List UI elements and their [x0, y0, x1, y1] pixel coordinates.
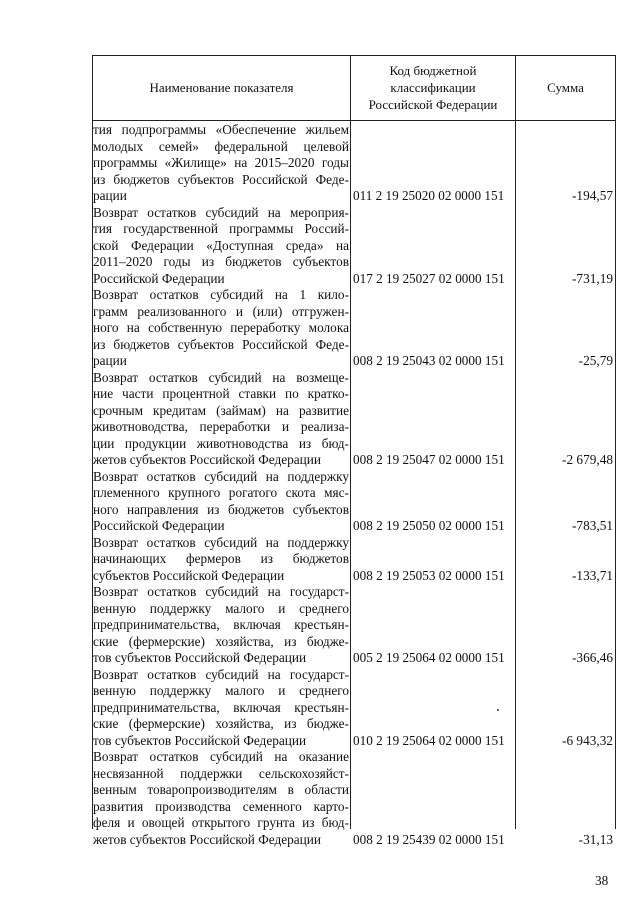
row-name-line: феля и овощей открытого грунта из бюд- — [93, 815, 349, 830]
row-name-line: из бюджетов субъектов Российской Феде- — [93, 171, 349, 187]
row-code: 008 2 19 25439 02 0000 151 — [353, 831, 505, 847]
row-name-line: Российской Федерации — [93, 270, 225, 286]
row-sum: -25,79 — [578, 353, 613, 368]
column-divider-code — [350, 55, 351, 829]
header-code-line: Код бюджетной — [389, 63, 477, 78]
row-sum: -6 943,32 — [562, 732, 613, 748]
row-name-line: ской Федерации «Доступная среда» на — [93, 237, 349, 253]
header-code — [351, 55, 515, 120]
row-name-line: Возврат остатков субсидий на оказание — [93, 749, 349, 764]
row-name-line: венную поддержку малого и среднего — [93, 683, 349, 698]
row-name-line: ские (фермерские) хозяйства, из бюдже- — [93, 716, 349, 731]
header-code-line: классификации — [390, 80, 476, 95]
row-name-line: племенного крупного рогатого скота мяс- — [93, 485, 349, 500]
table-border-right — [615, 55, 616, 829]
row-code: 005 2 19 25064 02 0000 151 — [353, 650, 505, 665]
row-name-line: Возврат остатков субсидий на государст- — [93, 584, 349, 599]
row-name-line: тов субъектов Российской Федерации — [93, 650, 307, 665]
row-code: 008 2 19 25053 02 0000 151 — [353, 567, 505, 583]
row-name-line: предпринимательства, включая крестьян- — [93, 617, 349, 632]
row-name-line: молодых семей» федеральной целевой — [93, 138, 349, 154]
row-name-line: начинающих фермеров из бюджетов — [93, 551, 349, 566]
row-name-line: срочным кредитам (займам) на развитие — [93, 402, 349, 418]
row-name-line: предпринимательства, включая крестьян- — [93, 699, 349, 715]
row-name-line: жетов субъектов Российской Федерации — [93, 452, 322, 467]
header-divider — [92, 120, 616, 121]
row-name-line: развития производства семенного карто- — [93, 798, 349, 814]
row-name-line: венную поддержку малого и среднего — [93, 600, 349, 616]
row-name-line: тов субъектов Российской Федерации — [93, 732, 307, 748]
row-name-line: тия государственной программы Россий- — [93, 221, 349, 236]
row-name-line: венным товаропроизводителям в области — [93, 782, 349, 797]
row-name-line: Возврат остатков субсидий на поддержку — [93, 534, 349, 550]
row-name-line: из бюджетов субъектов Российской Феде- — [93, 336, 349, 352]
row-name-line: Возврат остатков субсидий на возмеще- — [93, 369, 349, 385]
row-name-line: 2011–2020 годы из бюджетов субъектов — [93, 254, 349, 269]
row-name-line: ного на собственную переработку молока — [93, 320, 349, 335]
row-name-line: рации — [93, 353, 127, 368]
row-name-line: грамм реализованного и (или) отгружен- — [93, 303, 349, 319]
row-name-line: тия подпрограммы «Обеспечение жильем — [93, 122, 349, 137]
row-sum: -366,46 — [572, 650, 613, 665]
header-name: Наименование показателя — [149, 80, 294, 95]
row-sum: -31,13 — [578, 831, 613, 847]
budget-table — [92, 55, 616, 847]
row-name-line: жетов субъектов Российской Федерации — [93, 831, 322, 847]
row-name-line: рации — [93, 188, 127, 203]
row-name-line: Возврат остатков субсидий на мероприя- — [93, 204, 349, 220]
header-code-line: Российской Федерации — [368, 97, 498, 112]
row-code: 011 2 19 25020 02 0000 151 — [353, 188, 505, 203]
row-name-line: ного направления из бюджетов субъектов — [93, 501, 349, 517]
row-name-line: Возврат остатков субсидий на государст- — [93, 666, 349, 682]
row-code: 010 2 19 25064 02 0000 151 — [353, 732, 505, 748]
row-name-line: Возврат остатков субсидий на 1 кило- — [93, 287, 349, 302]
row-sum: -194,57 — [572, 188, 613, 203]
row-name-line: Возврат остатков субсидий на поддержку — [93, 468, 349, 484]
row-sum: -133,71 — [572, 567, 613, 583]
scan-speck — [497, 709, 499, 711]
row-code: 008 2 19 25043 02 0000 151 — [353, 353, 505, 368]
row-code: 008 2 19 25050 02 0000 151 — [353, 518, 505, 533]
row-sum: -783,51 — [572, 518, 613, 533]
row-code: 008 2 19 25047 02 0000 151 — [353, 452, 505, 467]
row-name-line: программы «Жилище» на 2015–2020 годы — [93, 155, 349, 170]
row-name-line: несвязанной поддержки сельскохозяйст- — [93, 765, 349, 781]
row-name-line: животноводства, переработки и реализа- — [93, 419, 349, 434]
header-sum: Сумма — [547, 80, 584, 95]
page-number: 38 — [595, 873, 609, 888]
row-sum: -2 679,48 — [562, 452, 613, 467]
row-name-line: ции продукции животноводства из бюд- — [93, 435, 349, 451]
row-code: 017 2 19 25027 02 0000 151 — [353, 270, 505, 286]
row-name-line: субъектов Российской Федерации — [93, 567, 285, 583]
row-name-line: Российской Федерации — [93, 518, 225, 533]
row-name-line: ские (фермерские) хозяйства, из бюдже- — [93, 633, 349, 649]
row-name-line: ние части процентной ставки по кратко- — [93, 386, 349, 401]
column-divider-sum — [515, 55, 516, 829]
row-sum: -731,19 — [572, 270, 613, 286]
